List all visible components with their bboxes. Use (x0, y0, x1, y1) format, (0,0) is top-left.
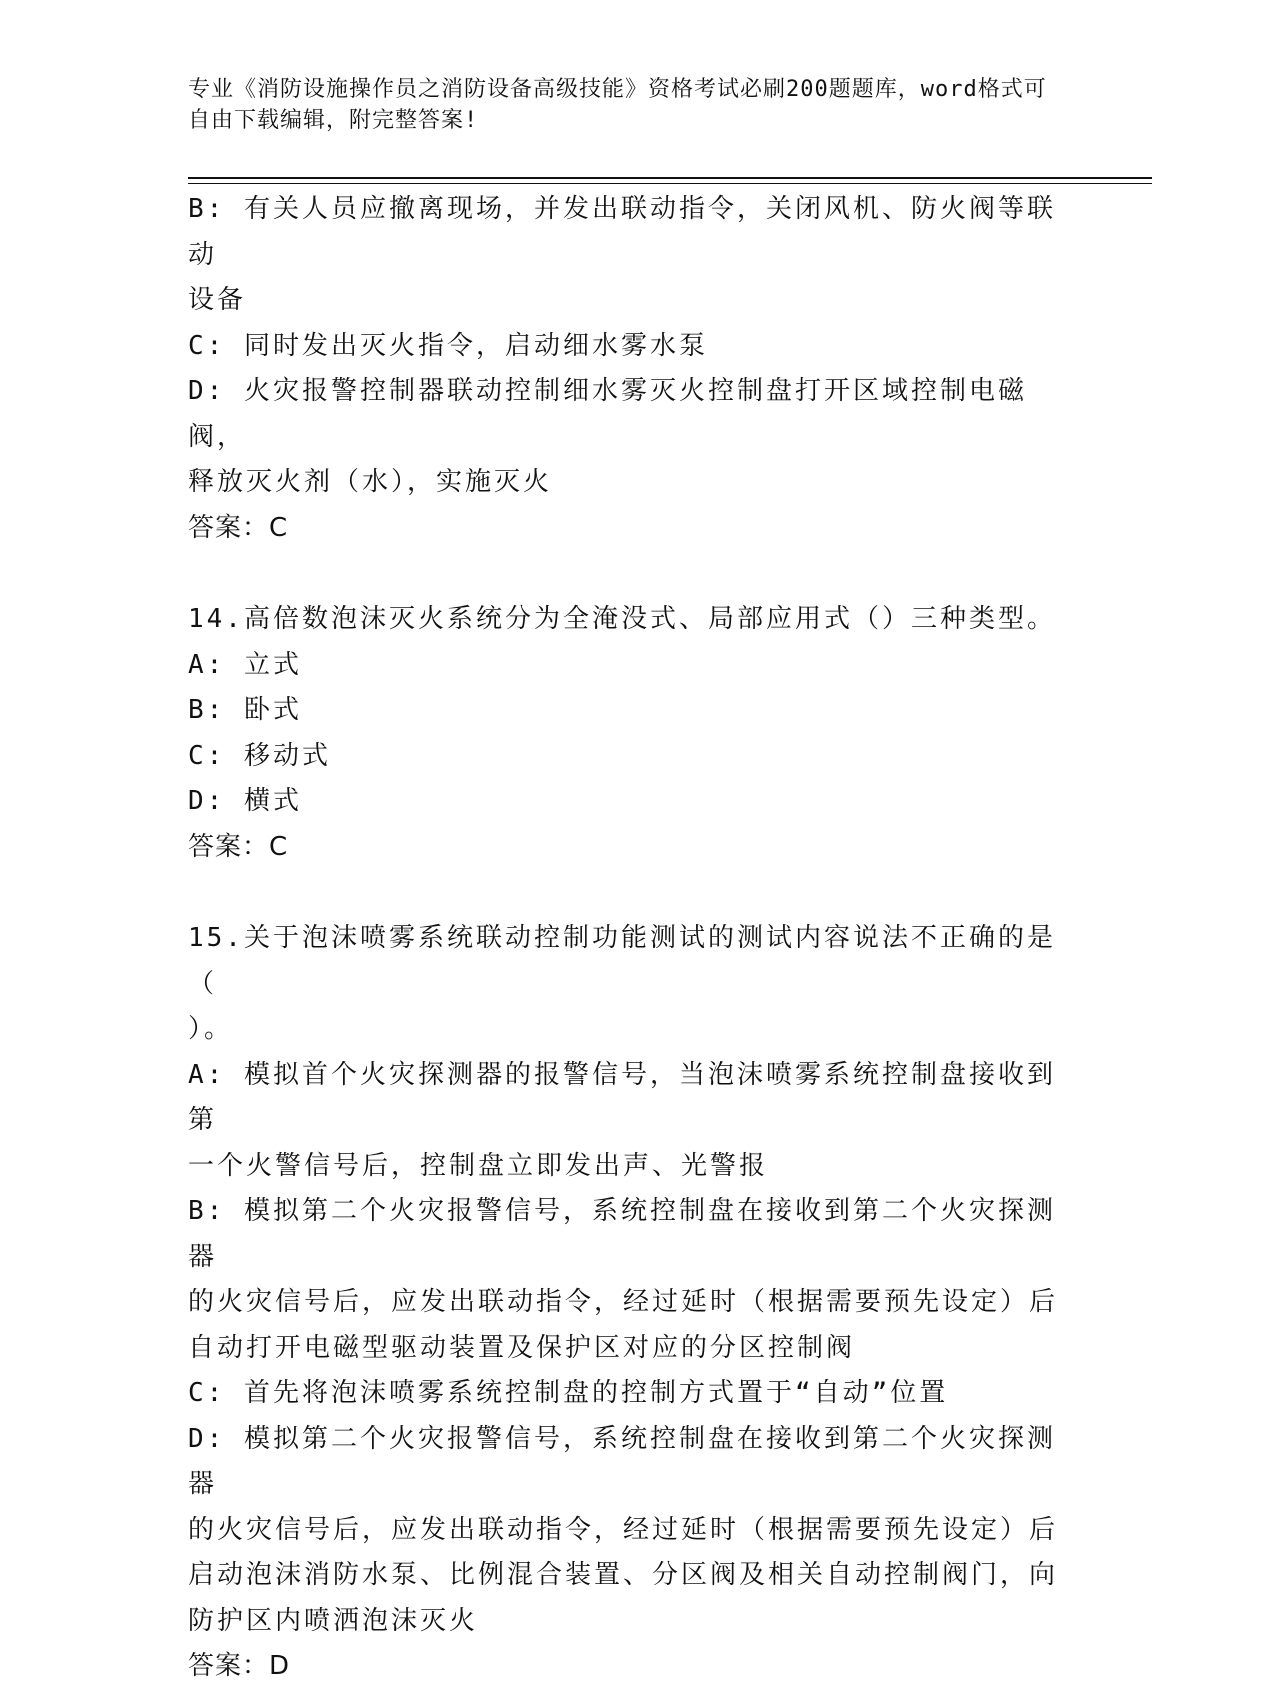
header-divider-thick (188, 177, 1152, 179)
question-15 (188, 916, 1078, 1690)
option-d: D: 横式 (188, 786, 302, 816)
option-c: C: 同时发出灭火指令，启动细水雾水泵 (188, 330, 708, 361)
question-13-tail (188, 187, 1078, 551)
option-d-line-1: D: 模拟第二个火灾报警信号，系统控制盘在接收到第二个火灾探测器 (188, 1423, 1056, 1499)
question-14 (188, 597, 1078, 870)
question-stem: 14.高倍数泡沫灭火系统分为全淹没式、局部应用式（）三种类型。 (188, 604, 1056, 634)
spacer (188, 870, 1078, 916)
option-b-line-2: 设备 (188, 285, 247, 315)
option-b-line-1: B: 有关人员应撤离现场，并发出联动指令，关闭风机、防火阀等联动 (188, 194, 1056, 270)
document-body (188, 187, 1078, 1690)
question-stem-line-1: 15.关于泡沫喷雾系统联动控制功能测试的测试内容说法不正确的是（ (188, 923, 1056, 999)
option-b-line-1: B: 模拟第二个火灾报警信号，系统控制盘在接收到第二个火灾探测器 (188, 1196, 1056, 1272)
header-divider-thin (188, 183, 1152, 184)
option-d-line-3: 启动泡沫消防水泵、比例混合装置、分区阀及相关自动控制阀门，向 (188, 1560, 1059, 1590)
document-header (188, 74, 1068, 136)
spacer (188, 551, 1078, 597)
answer: 答案：C (188, 831, 289, 862)
option-a-line-2: 一个火警信号后，控制盘立即发出声、光警报 (188, 1150, 769, 1181)
answer: 答案：D (188, 1651, 291, 1681)
option-d-line-2: 的火灾信号后，应发出联动指令，经过延时（根据需要预先设定）后 (188, 1514, 1059, 1545)
option-b-line-2: 的火灾信号后，应发出联动指令，经过延时（根据需要预先设定）后 (188, 1287, 1059, 1317)
answer: 答案：C (188, 512, 289, 543)
header-title: 专业《消防设施操作员之消防设备高级技能》资格考试必刷200题题库，word格式可自由下载编辑，附完整答案! (188, 77, 1047, 133)
option-b-line-3: 自动打开电磁型驱动装置及保护区对应的分区控制阀 (188, 1332, 856, 1363)
option-d-line-4: 防护区内喷洒泡沫灭火 (188, 1605, 479, 1636)
option-d-line-2: 释放灭火剂（水），实施灭火 (188, 467, 553, 497)
option-a-line-1: A: 模拟首个火灾探测器的报警信号，当泡沫喷雾系统控制盘接收到第 (188, 1059, 1056, 1135)
question-stem-line-2: ）。 (188, 1014, 234, 1044)
option-c: C: 首先将泡沫喷雾系统控制盘的控制方式置于“自动”位置 (188, 1378, 949, 1408)
option-b: B: 卧式 (188, 695, 302, 725)
option-a: A: 立式 (188, 649, 302, 680)
option-d-line-1: D: 火灾报警控制器联动控制细水雾灭火控制盘打开区域控制电磁阀， (188, 376, 1027, 452)
option-c: C: 移动式 (188, 740, 331, 771)
